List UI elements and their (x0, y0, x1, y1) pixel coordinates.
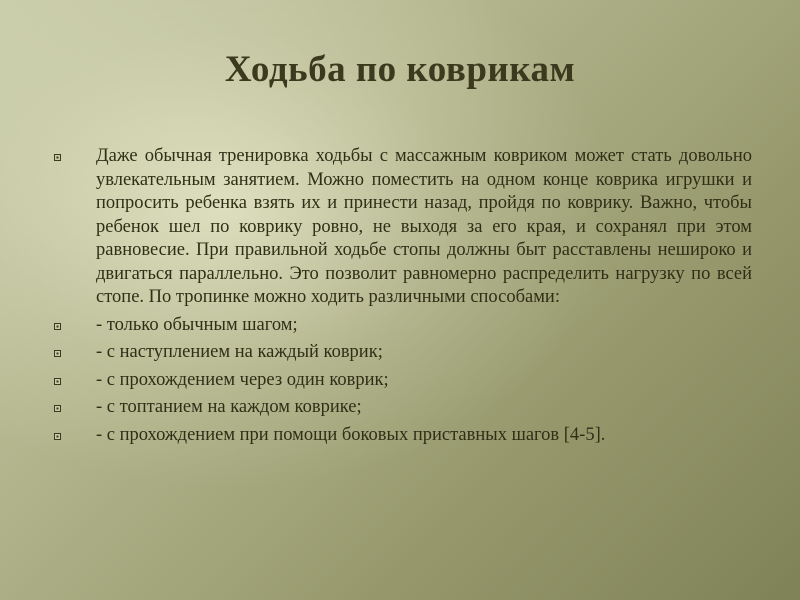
square-bullet-icon (54, 433, 61, 440)
list-item-text: - только обычным шагом; (96, 314, 298, 335)
square-bullet-icon (54, 378, 61, 385)
square-bullet-icon (54, 405, 61, 412)
list-item (52, 424, 752, 448)
list-item-text: - с топтанием на каждом коврике; (96, 397, 362, 417)
square-bullet-icon (54, 154, 61, 161)
list-item (52, 145, 752, 310)
list-item-text: - с прохождением при помощи боковых приставных шагов [4-5]. (96, 424, 606, 445)
bullet-list (52, 145, 752, 447)
list-item (52, 396, 752, 420)
square-bullet-icon (54, 350, 61, 357)
list-item (52, 341, 752, 365)
list-item (52, 314, 752, 338)
slide-title: Ходьба по коврикам (224, 49, 576, 90)
list-item-text: - с наступлением на каждый коврик; (96, 342, 383, 362)
list-item (52, 369, 752, 393)
list-item-text: - с прохождением через один коврик; (96, 369, 389, 390)
list-item-text: Даже обычная тренировка ходьбы с массажным ковриком может стать довольно увлекательным занятием. Можно поместить на одном конце коврика игрушки и попросить ребенка взять их и принести назад, пройдя по коврику. Важно, чтобы ребенок шел по коврику ровно, не выходя за его края, и сохранял при этом равновесие. При правильной ходьбе стопы должны быт расставлены неширoко и двигаться параллельно. Это позволит равномерно распределить нагрузку по всей стопе. По тропинке можно ходить различными способами: (96, 146, 752, 307)
square-bullet-icon (54, 323, 61, 330)
